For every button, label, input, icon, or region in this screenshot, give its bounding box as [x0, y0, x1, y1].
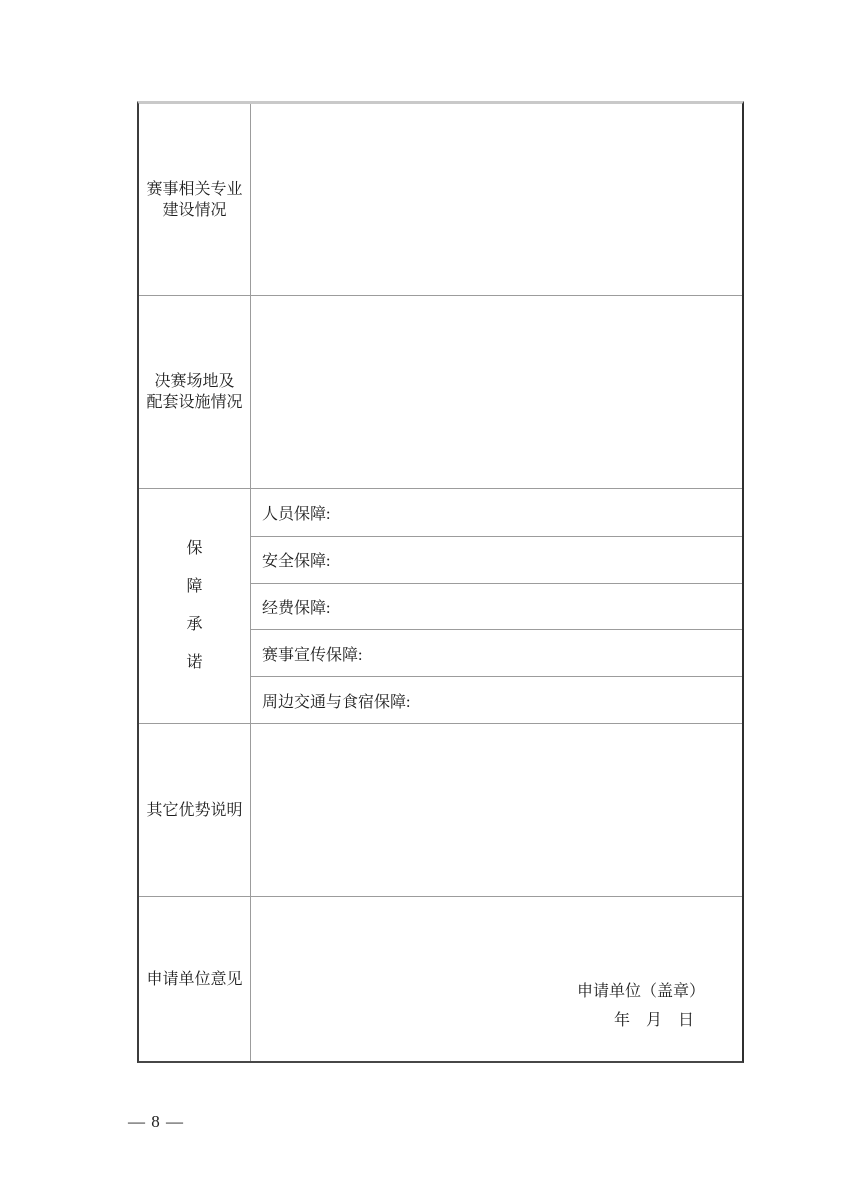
sub-row-personnel-guarantee: 人员保障: [262, 505, 331, 523]
label-applicant-opinion [139, 897, 251, 1061]
label-competition-related-majors [139, 104, 251, 295]
label-line: 赛事相关专业 [146, 180, 243, 198]
content-applicant-opinion [251, 897, 742, 1061]
row-other-advantages [139, 723, 742, 896]
application-form-table [137, 101, 744, 1063]
sub-row-safety-guarantee: 安全保障: [251, 536, 742, 583]
applicant-stamp-line: 申请单位（盖章） [576, 983, 705, 1000]
label-char: 承 [186, 616, 203, 633]
label-line: 其它优势说明 [146, 801, 243, 819]
label-guarantee-commitment [139, 489, 251, 723]
content-competition-related-majors [251, 104, 742, 295]
label-line: 建设情况 [162, 201, 227, 219]
guarantee-sub-rows [251, 489, 742, 723]
label-final-venue-facilities [139, 296, 251, 488]
page-number: — 8 — [128, 1112, 184, 1131]
label-char: 障 [186, 578, 203, 595]
date-line: 年 月 日 [613, 1012, 694, 1029]
label-char: 保 [186, 540, 203, 557]
label-line: 配套设施情况 [146, 394, 243, 411]
sub-row-transport-lodging-guarantee: 周边交通与食宿保障: [251, 676, 742, 723]
label-line: 申请单位意见 [146, 970, 243, 988]
label-other-advantages [139, 724, 251, 896]
row-final-venue-facilities [139, 295, 742, 488]
content-other-advantages [251, 724, 742, 896]
row-applicant-opinion [139, 896, 742, 1061]
row-guarantee-commitment [139, 488, 742, 723]
row-competition-related-majors [139, 104, 742, 295]
sub-row-publicity-guarantee: 赛事宣传保障: [251, 629, 742, 676]
content-final-venue-facilities [251, 296, 742, 488]
sub-row-funding-guarantee: 经费保障: [251, 583, 742, 630]
label-line: 决赛场地及 [154, 373, 235, 390]
label-char: 诺 [186, 654, 203, 671]
